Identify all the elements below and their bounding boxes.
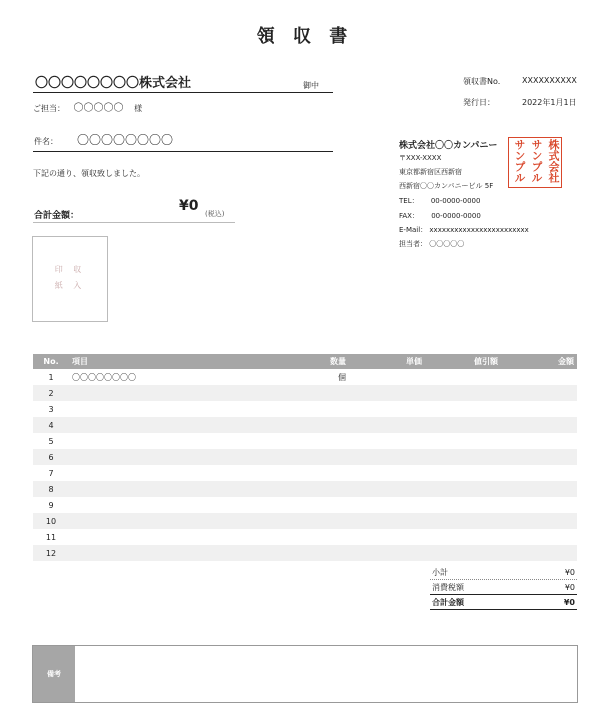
person-label: 担当者： (399, 240, 427, 248)
items-table (33, 354, 577, 561)
row-unit-price (349, 465, 425, 481)
table-row (33, 433, 577, 449)
table-row (33, 369, 577, 385)
issuer-address1: 東京都新宿区西新宿 (399, 168, 462, 176)
row-item (69, 513, 289, 529)
row-amount (501, 401, 577, 417)
row-item (69, 449, 289, 465)
row-qty (289, 497, 349, 513)
remarks-label: 備考 (33, 646, 75, 702)
table-row (33, 529, 577, 545)
remarks-box (32, 645, 578, 703)
grand-total-label: 合計金額 (432, 597, 464, 607)
issue-date-label: 発行日： (463, 98, 495, 107)
header-unit-price: 単価 (349, 354, 425, 369)
stamp-text-line2: 紙 入 (54, 281, 86, 290)
row-item (69, 481, 289, 497)
row-discount (425, 433, 501, 449)
row-no: 2 (33, 385, 69, 401)
tax-row (430, 580, 577, 595)
row-no: 11 (45, 532, 57, 542)
row-qty (289, 385, 349, 401)
row-item (69, 385, 289, 401)
row-amount (501, 465, 577, 481)
row-amount (501, 545, 577, 561)
table-row (33, 465, 577, 481)
row-no: 5 (48, 436, 54, 446)
header-qty: 数量 (289, 354, 349, 369)
row-qty (289, 529, 349, 545)
tel-label: TEL： (399, 197, 419, 205)
row-unit-price (349, 369, 425, 385)
table-row (33, 481, 577, 497)
table-row (33, 385, 577, 401)
row-discount (425, 529, 501, 545)
row-item (69, 497, 289, 513)
receipt-no-label: 領収書No. (463, 77, 501, 86)
row-qty (289, 449, 349, 465)
stamp-text-line1: 印 収 (54, 265, 86, 274)
table-row (33, 401, 577, 417)
company-seal-stamp (508, 137, 562, 188)
seal-column-3: サンプル (513, 139, 526, 183)
row-item (69, 433, 289, 449)
table-row (33, 449, 577, 465)
header-amount: 金額 (501, 354, 577, 369)
issuer-fax (399, 211, 481, 221)
row-no: 4 (33, 417, 69, 433)
contact-suffix: 様 (134, 104, 143, 113)
table-row (33, 497, 577, 513)
row-no: 3 (48, 404, 54, 414)
grand-total-value: ¥0 (563, 597, 575, 607)
row-no: 1 (48, 372, 54, 382)
contact-label: ご担当： (33, 104, 65, 113)
row-no: 10 (33, 513, 69, 529)
email-label: E-Mail： (399, 226, 428, 234)
client-block (33, 70, 333, 93)
row-amount (501, 497, 577, 513)
email-value: xxxxxxxxxxxxxxxxxxxxxxxx (429, 226, 529, 234)
table-row (33, 545, 577, 561)
row-amount (501, 529, 577, 545)
document-title: 領 収 書 (256, 26, 354, 47)
client-suffix: 御中 (303, 81, 319, 90)
issuer-postal: 〒XXX-XXXX (399, 154, 442, 162)
row-amount (501, 449, 577, 465)
row-amount (501, 433, 577, 449)
row-amount (501, 513, 577, 529)
row-qty (289, 481, 349, 497)
grand-total-row (430, 595, 577, 610)
total-block (33, 200, 235, 223)
row-qty (289, 401, 349, 417)
row-discount (425, 369, 501, 385)
seal-column-1: 株式会社 (547, 139, 560, 183)
header-item: 項目 (69, 354, 289, 369)
row-discount (425, 401, 501, 417)
row-item (69, 401, 289, 417)
tax-note: (税込) (205, 210, 225, 218)
row-amount (501, 385, 577, 401)
row-qty (289, 545, 349, 561)
row-unit-price (349, 513, 425, 529)
row-no: 9 (48, 500, 54, 510)
subtotal-value: ¥0 (564, 567, 575, 577)
header-discount: 値引額 (425, 354, 501, 369)
table-row (33, 417, 577, 433)
row-item (69, 417, 289, 433)
summary-block (430, 565, 577, 610)
row-item (69, 529, 289, 545)
person-value: 〇〇〇〇〇 (429, 240, 465, 248)
row-no: 6 (33, 449, 69, 465)
row-qty: 個 (338, 372, 346, 382)
row-item: 〇〇〇〇〇〇〇〇 (72, 372, 136, 382)
row-qty (289, 433, 349, 449)
row-unit-price (349, 481, 425, 497)
receipt-no-value: XXXXXXXXXX (522, 76, 577, 85)
client-name: 〇〇〇〇〇〇〇〇株式会社 (35, 76, 192, 91)
row-unit-price (349, 449, 425, 465)
row-item (69, 465, 289, 481)
subject-label: 件名： (34, 137, 58, 146)
row-qty (289, 465, 349, 481)
row-unit-price (349, 497, 425, 513)
row-qty (289, 417, 349, 433)
remarks-field[interactable] (75, 646, 577, 702)
subtotal-label: 小計 (432, 567, 448, 577)
total-amount: ¥0 (179, 198, 199, 214)
table-row (33, 513, 577, 529)
row-unit-price (349, 417, 425, 433)
issuer-address2: 西新宿〇〇カンパニービル 5F (399, 182, 494, 190)
row-no: 8 (33, 481, 69, 497)
row-amount (501, 481, 577, 497)
subtotal-row (430, 565, 577, 580)
row-item (69, 545, 289, 561)
receipt-message: 下記の通り、領収致しました。 (33, 169, 145, 178)
contact-name: 〇〇〇〇〇 (73, 103, 124, 114)
row-discount (425, 545, 501, 561)
row-discount (425, 449, 501, 465)
row-unit-price (349, 401, 425, 417)
row-amount (501, 417, 577, 433)
row-no: 7 (48, 468, 54, 478)
row-amount (501, 369, 577, 385)
revenue-stamp-box (32, 236, 108, 322)
issuer-company: 株式会社〇〇カンパニー (399, 141, 498, 151)
row-unit-price (349, 385, 425, 401)
total-label: 合計金額： (34, 211, 80, 221)
row-no: 12 (33, 545, 69, 561)
fax-label: FAX： (399, 212, 419, 220)
subject-value: 〇〇〇〇〇〇〇〇 (77, 133, 174, 147)
row-qty (289, 513, 349, 529)
tel-value: 00-0000-0000 (430, 197, 481, 205)
client-contact (33, 99, 142, 114)
row-discount (425, 497, 501, 513)
issuer-tel (399, 196, 480, 206)
fax-value: 00-0000-0000 (431, 212, 481, 220)
row-discount (425, 481, 501, 497)
issuer-person (399, 239, 464, 249)
seal-column-2: サンプル (530, 139, 543, 183)
row-discount (425, 465, 501, 481)
row-unit-price (349, 433, 425, 449)
tax-value: ¥0 (564, 582, 575, 592)
subject-block (33, 131, 333, 152)
table-header-row (33, 354, 577, 369)
header-no: No. (33, 354, 69, 369)
tax-label: 消費税額 (432, 582, 464, 592)
row-unit-price (349, 545, 425, 561)
row-discount (425, 513, 501, 529)
issuer-email (399, 225, 529, 235)
row-unit-price (349, 529, 425, 545)
row-discount (425, 385, 501, 401)
row-discount (425, 417, 501, 433)
issue-date-value: 2022年1月1日 (522, 98, 577, 107)
